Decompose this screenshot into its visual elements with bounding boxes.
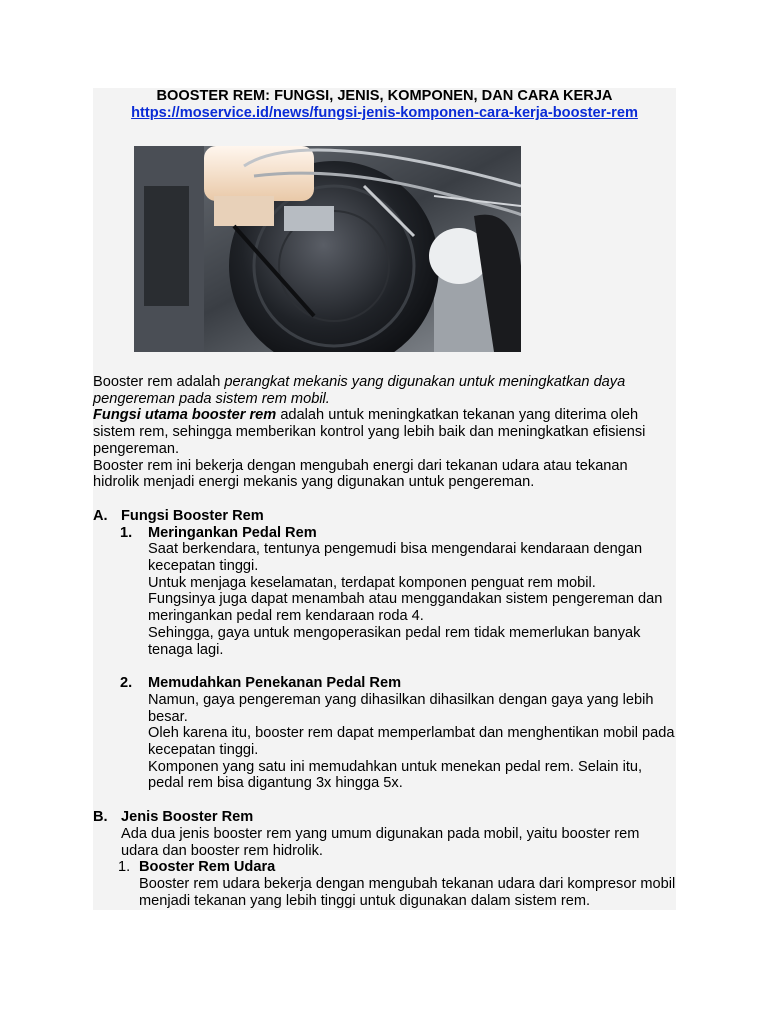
item-title: Meringankan Pedal Rem: [148, 524, 317, 541]
item-marker: 2.: [120, 675, 133, 692]
section-marker: A.: [93, 507, 108, 524]
list-item-text: Namun, gaya pengereman yang dihasilkan dihasilkan dengan gaya yang lebih besar.: [148, 691, 654, 725]
intro-emphasis: perangkat mekanis yang digunakan untuk meningkatkan daya pengereman pada sistem rem mobil.: [93, 374, 626, 407]
section-a-item-1-heading: [93, 525, 676, 542]
intro-bold-emphasis: Fungsi utama booster rem: [93, 407, 277, 424]
section-a-heading: [93, 508, 676, 525]
item-title: Memudahkan Penekanan Pedal Rem: [148, 675, 402, 692]
source-link-line: [93, 105, 676, 122]
intro-paragraph-3: Booster rem ini bekerja dengan mengubah energi dari tekanan udara atau tekanan hidrolik menjadi energi mekanis yang digunakan untuk pengereman.: [93, 457, 628, 491]
section-marker: B.: [93, 809, 108, 826]
item-marker: 1.: [120, 524, 133, 541]
section-a-item-2-heading: [93, 675, 676, 692]
list-item-text: Fungsinya juga dapat menambah atau menggandakan sistem pengereman dan meringankan pedal rem kendaraan roda 4.: [148, 591, 663, 625]
intro-paragraph-2: [93, 407, 676, 457]
item-title: Booster Rem Udara: [139, 859, 276, 876]
document-title: BOOSTER REM: FUNGSI, JENIS, KOMPONEN, DAN CARA KERJA: [156, 88, 613, 104]
list-item-text: Untuk menjaga keselamatan, terdapat komponen penguat rem mobil.: [148, 574, 596, 591]
list-item-text: Saat berkendara, tentunya pengemudi bisa mengendarai kendaraan dengan kecepatan tinggi.: [148, 541, 643, 575]
section-title: Fungsi Booster Rem: [121, 507, 264, 524]
intro-text: adalah untuk meningkatkan tekanan yang diterima oleh sistem rem, sehingga memberikan kontrol yang lebih baik dan meningkatkan efisiensi pengereman.: [93, 407, 646, 457]
item-marker: 1.: [118, 859, 131, 876]
list-item-text: Booster rem udara bekerja dengan mengubah tekanan udara dari kompresor mobil menjadi tekanan yang lebih tinggi untuk digunakan dalam sistem rem.: [139, 875, 676, 909]
brake-booster-photo: [134, 146, 521, 352]
intro-text: Booster rem adalah: [93, 374, 225, 390]
intro-paragraph-1: [93, 374, 676, 407]
section-b-item-1-heading: [93, 859, 676, 876]
list-item-text: Sehingga, gaya untuk mengoperasikan pedal rem tidak memerlukan banyak tenaga lagi.: [148, 624, 641, 658]
source-link[interactable]: https://moservice.id/news/fungsi-jenis-komponen-cara-kerja-booster-rem: [131, 104, 638, 121]
list-item-text: Oleh karena itu, booster rem dapat memperlambat dan menghentikan mobil pada kecepatan tinggi.: [148, 725, 675, 759]
section-b-intro: Ada dua jenis booster rem yang umum digunakan pada mobil, yaitu booster rem udara dan booster rem hidrolik.: [121, 825, 640, 859]
section-title: Jenis Booster Rem: [121, 809, 254, 826]
section-b-heading: [93, 809, 676, 826]
document-page: [93, 88, 676, 910]
document-body: [93, 374, 676, 909]
list-item-text: Komponen yang satu ini memudahkan untuk menekan pedal rem. Selain itu, pedal rem bisa digantung 3x hingga 5x.: [148, 758, 643, 792]
